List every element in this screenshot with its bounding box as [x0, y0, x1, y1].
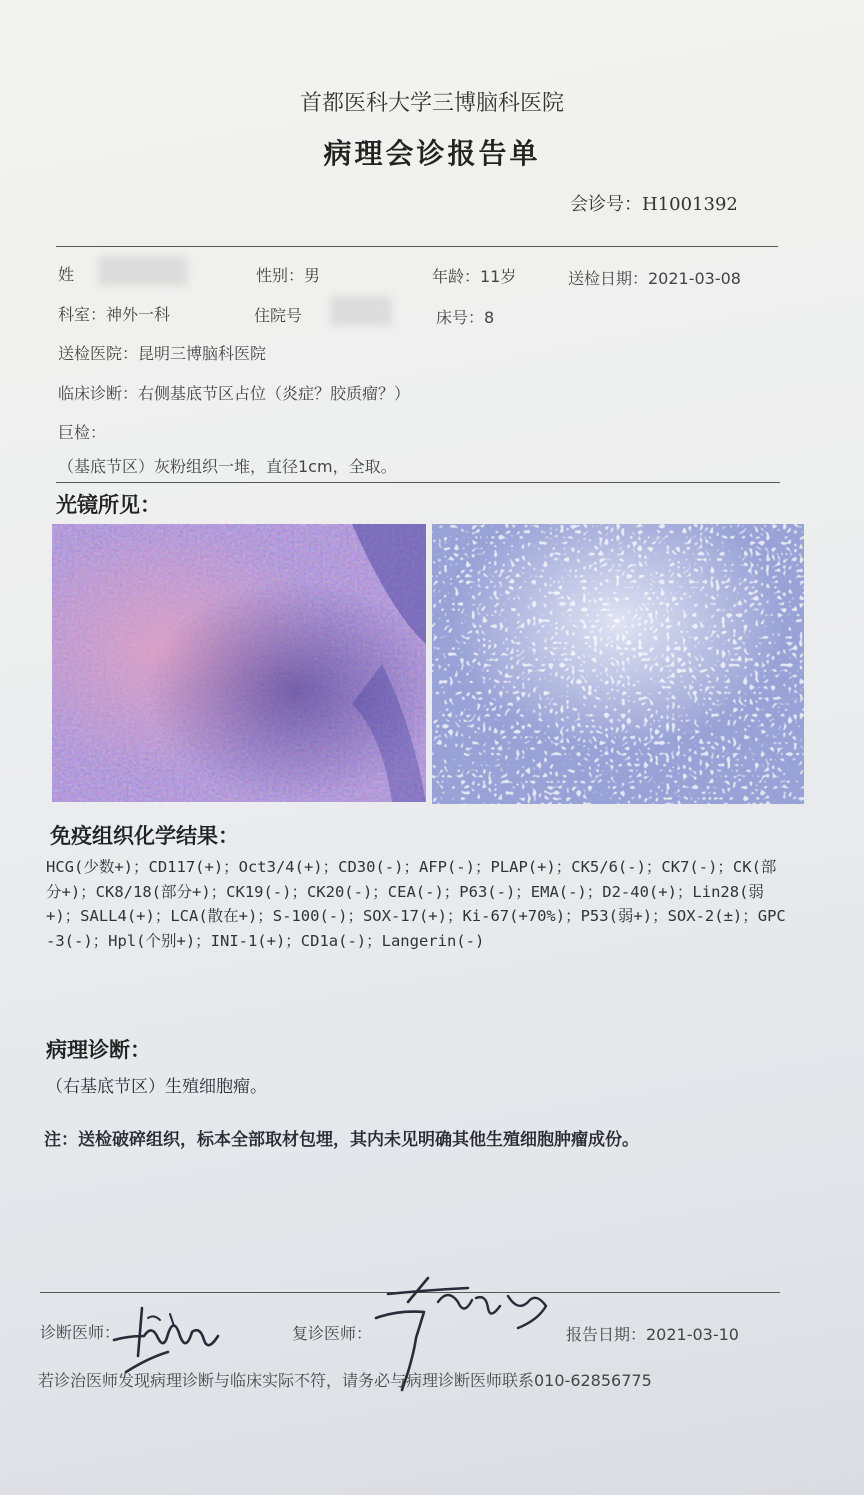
- inpatient-label: 住院号: [254, 306, 303, 325]
- bed-field: 床号：8: [436, 308, 495, 327]
- submit-date-field: 送检日期：2021-03-08: [568, 269, 741, 288]
- redacted-name: [98, 256, 188, 286]
- diagnosing-doctor-label: 诊断医师：: [40, 1323, 121, 1342]
- header-rule: [56, 246, 778, 247]
- disclaimer-text: 若诊治医师发现病理诊断与临床实际不符，请务必与病理诊断医师联系010-62856775: [38, 1371, 652, 1390]
- microscopy-heading: 光镜所见：: [56, 493, 161, 517]
- redacted-inpatient-number: [330, 296, 392, 326]
- gross-text: （基底节区）灰粉组织一堆，直径1cm，全取。: [58, 457, 397, 476]
- consult-number: 会诊号：H1001392: [570, 194, 738, 215]
- clinical-diagnosis-field: 临床诊断：右侧基底节区占位（炎症？胶质瘤？）: [58, 384, 411, 403]
- gross-label: 巨检：: [58, 423, 107, 442]
- gender-field: 性别：男: [256, 266, 321, 285]
- name-label: 姓: [58, 265, 75, 284]
- department-field: 科室：神外一科: [58, 305, 171, 324]
- sending-hospital-field: 送检医院：昆明三博脑科医院: [58, 344, 267, 363]
- review-doctor-label: 复诊医师：: [292, 1324, 373, 1343]
- age-field: 年龄：11岁: [432, 267, 517, 286]
- hospital-name: 首都医科大学三博脑科医院: [299, 91, 564, 116]
- report-date: 报告日期：2021-03-10: [566, 1325, 739, 1344]
- micrograph-ihc: [432, 524, 804, 804]
- gross-rule: [56, 482, 780, 483]
- diagnosis-heading: 病理诊断：: [46, 1038, 151, 1062]
- note-text: 注：送检破碎组织，标本全部取材包埋，其内未见明确其他生殖细胞肿瘤成份。: [44, 1130, 639, 1150]
- ihc-heading: 免疫组织化学结果：: [50, 824, 239, 848]
- ihc-results: HCG(少数+)；CD117(+)；Oct3/4(+)；CD30(-)；AFP(-)；PLAP(+)；CK5/6(-)；CK7(-)；CK(部分+)；CK8/18(部分+)；CK19(-)；CK20(-)；CEA(-)；P63(-)；EMA(-)；D2-40(+)；Lin28(弱+)；SALL4(+)；LCA(散在+)；S-100(-)；SOX-17(+)；Ki-67(+70%)；P53(弱+)；SOX-2(±)；GPC-3(-)；Hpl(个别+)；INI-1(+)；CD1a(-)；Langerin(-): [46, 858, 786, 950]
- report-title: 病理会诊报告单: [323, 137, 541, 170]
- micrograph-he: [52, 524, 426, 802]
- diagnosis-text: （右基底节区）生殖细胞瘤。: [46, 1077, 267, 1097]
